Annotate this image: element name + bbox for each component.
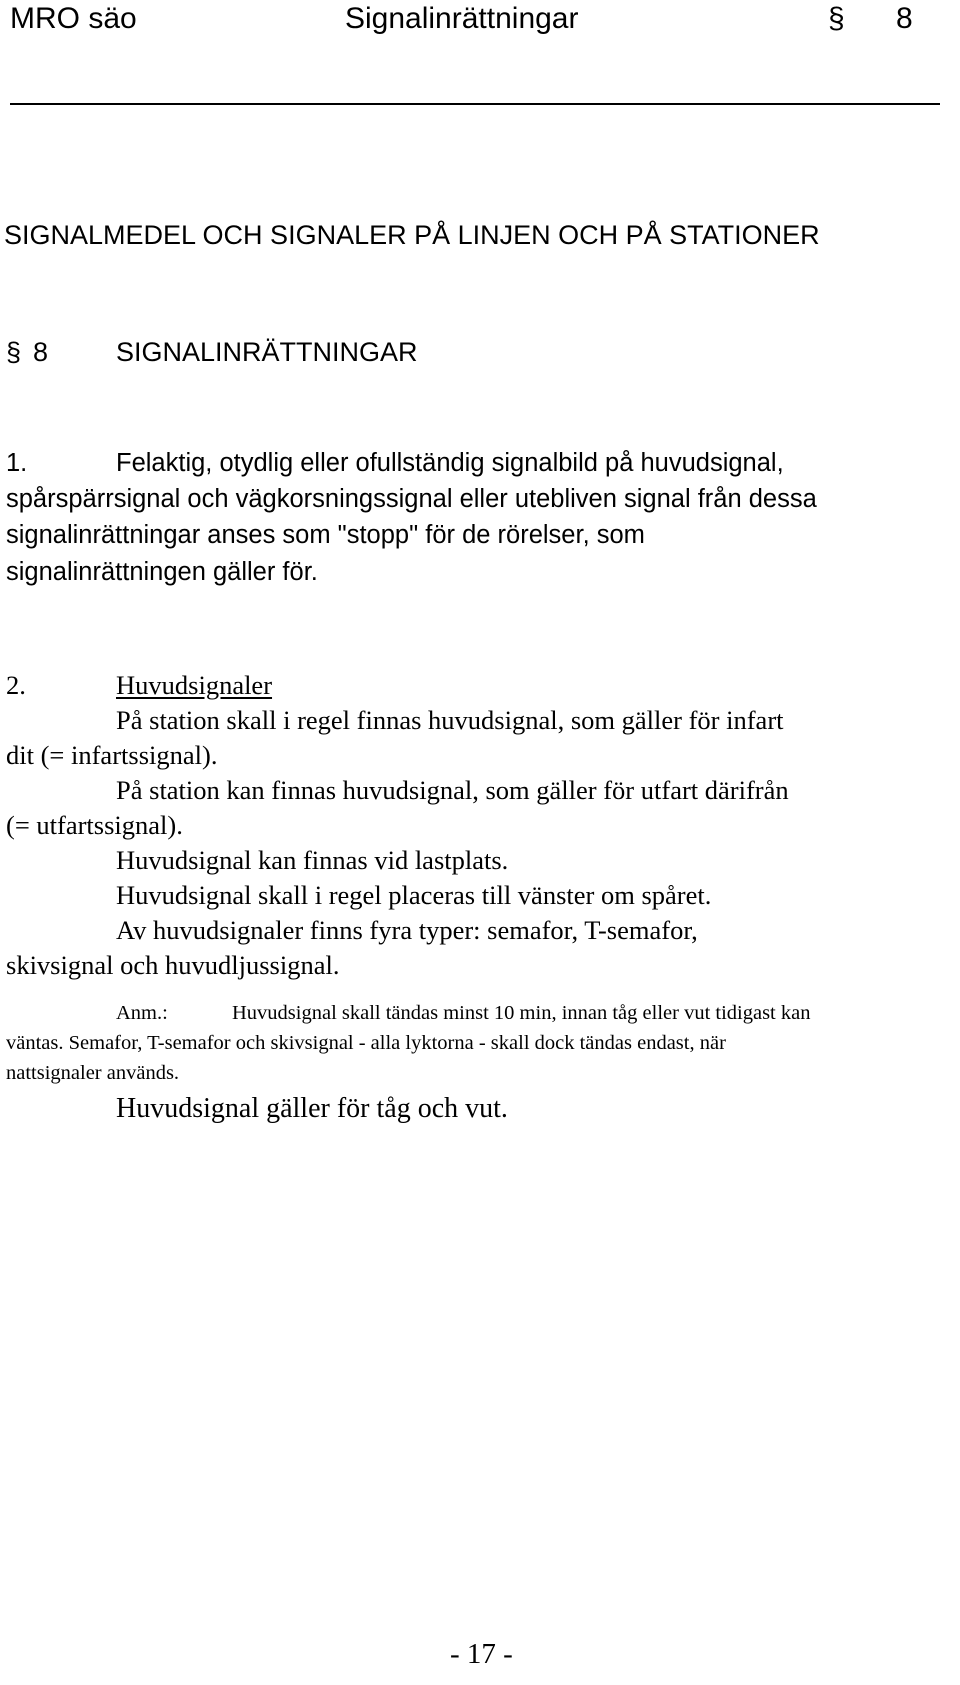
chapter-section-symbol-icon: §	[6, 337, 22, 367]
item2-final-line: Huvudsignal gäller för tåg och vut.	[116, 1093, 508, 1124]
item1-line-1: Felaktig, otydlig eller ofullständig signalbild på huvudsignal,	[116, 449, 784, 477]
item1-number: 1.	[6, 449, 28, 477]
item2-line-4: (= utfartssignal).	[6, 810, 183, 840]
note-line-2: väntas. Semafor, T-semafor och skivsignal - alla lyktorna - skall dock tändas endast, när	[6, 1032, 726, 1054]
item2-line-7: Av huvudsignaler finns fyra typer: semafor, T-semafor,	[116, 915, 698, 945]
item2-line-5: Huvudsignal kan finnas vid lastplats.	[116, 845, 509, 875]
note-label: Anm.:	[116, 1002, 168, 1024]
header-title: Signalinrättningar	[345, 2, 579, 35]
item1-line-2: spårspärrsignal och vägkorsningssignal eller utebliven signal från dessa	[6, 485, 817, 513]
note-line-3: nattsignaler används.	[6, 1062, 180, 1084]
item1-line-3: signalinrättningar anses som "stopp" för de rörelser, som	[6, 521, 645, 549]
section-symbol-icon: §	[828, 2, 845, 35]
item2-line-1: På station skall i regel finnas huvudsignal, som gäller för infart	[116, 705, 784, 735]
section-heading: SIGNALMEDEL OCH SIGNALER PÅ LINJEN OCH PÅ STATIONER	[4, 220, 820, 250]
item2-heading: Huvudsignaler	[116, 670, 273, 700]
item1-line-4: signalinrättningen gäller för.	[6, 558, 318, 586]
chapter-title: SIGNALINRÄTTNINGAR	[116, 337, 418, 367]
item2-number: 2.	[6, 670, 26, 700]
chapter-number: 8	[33, 337, 49, 367]
header-section-number: 8	[896, 2, 913, 35]
item2-line-8: skivsignal och huvudljussignal.	[6, 950, 340, 980]
page-number: - 17 -	[450, 1638, 513, 1670]
header-left: MRO säo	[10, 2, 137, 35]
header-rule	[10, 103, 940, 105]
item2-line-6: Huvudsignal skall i regel placeras till vänster om spåret.	[116, 880, 712, 910]
item2-line-3: På station kan finnas huvudsignal, som gäller för utfart därifrån	[116, 775, 789, 805]
item2-line-2: dit (= infartssignal).	[6, 740, 218, 770]
note-line-1: Huvudsignal skall tändas minst 10 min, innan tåg eller vut tidigast kan	[232, 1002, 811, 1024]
